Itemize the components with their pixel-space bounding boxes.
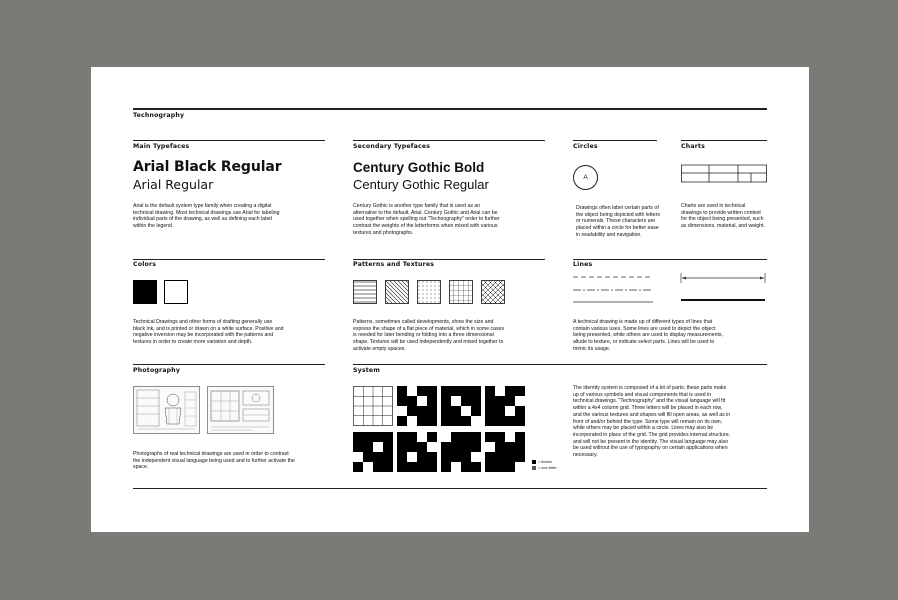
photography-heading: Photography — [133, 367, 181, 374]
page-title: Technography — [133, 112, 185, 119]
pattern-swatches — [353, 280, 513, 304]
lines-heading: Lines — [573, 261, 593, 268]
colors-text: Technical Drawings and other forms of drafting generally use black ink, and is printed or drawn on a white surface. Positive and negative inversion may be incorporated with the patterns and textures in order to create more variation and depth. — [133, 319, 284, 346]
bottom-rule — [133, 488, 767, 489]
system-legend-new-letter: = new letter — [532, 466, 557, 470]
main-typefaces-heading: Main Typefaces — [133, 143, 190, 150]
main-typefaces-text: Arial is the default system type family when creating a digital technical drawing. Most technical drawings use Arial for labeling individual parts of the drawing, as well as defining each label within the legend. — [133, 203, 280, 230]
patterns-heading: Patterns and Textures — [353, 261, 435, 268]
pattern-grid — [450, 281, 473, 304]
arial-black-sample: Arial Black Regular — [133, 159, 282, 175]
black-swatch — [133, 280, 157, 304]
rule-patterns — [353, 259, 545, 260]
charts-text: Charts are used in technical drawings to provide written context for the object being presented, such as dimensions, material, and weight. — [681, 203, 765, 230]
patterns-text: Patterns, sometimes called developments, show the size and express the shape of a flat piece of material, which in some cases is needed for later bending or folding into a three dimensional shape. Textures will be used independently and mixed together to activate empty spaces. — [353, 319, 505, 352]
photography-text: Photographs of real technical drawings are used in order to contrast the independent visual language being used and to further activate the space. — [133, 451, 295, 471]
arial-regular-sample: Arial Regular — [133, 177, 214, 192]
rule-colors — [133, 259, 325, 260]
rule-system — [353, 364, 767, 365]
technical-drawing-photo-2 — [208, 387, 274, 434]
system-text: The identity system is composed of a kit of parts; these parts make up of various symbols and visual components that is used in technical drawings. "Technography" and the visual language will fit within a 4x4 column grid. Three letters will be placed in each row, and the various textures and shapes will fill open areas, as well as in front of and/or behind the type. Some type will remain on its own, while others may be placed within a circle. Lines may also be incorporated in place of the grid. The grid provides internal structure, and will not be present in the identity. The visual language may also be used without the use of typography on certain applications when necessary. — [573, 385, 731, 459]
system-grid-5 — [353, 432, 393, 472]
rule-circles — [573, 140, 657, 141]
pattern-diagonal-lines — [386, 281, 409, 304]
line-types-sample — [573, 271, 767, 307]
pattern-horizontal-lines — [354, 281, 377, 304]
lines-text: A technical drawing is made up of different types of lines that contain various uses. Some lines are used to depict the object being presented, while others are used to display measurements, allude to texture, or indicate select parts. Lines will be used to mimic its usage. — [573, 319, 723, 352]
system-grid-7 — [441, 432, 481, 472]
technical-drawing-photo-1 — [134, 387, 200, 434]
century-gothic-regular-sample: Century Gothic Regular — [353, 177, 489, 192]
charts-heading: Charts — [681, 143, 706, 150]
secondary-typefaces-text: Century Gothic is another type family that is used as an alternative to the default, Arial. Century Gothic and Arial can be used together when spelling out "Technography" order to further contrast the weights of the letterforms when mixed with various textures and photographs. — [353, 203, 500, 236]
rule-main-typefaces — [133, 140, 325, 141]
circle-label-sample: A — [573, 165, 598, 190]
rule-charts — [681, 140, 767, 141]
title-rule — [133, 108, 767, 110]
rule-lines — [573, 259, 767, 260]
circles-text: Drawings often label certain parts of the object being depicted with letters or numerals. These characters are placed within a circle for better ease in readability and navigation. — [576, 205, 660, 238]
system-heading: System — [353, 367, 380, 374]
rule-secondary-typefaces — [353, 140, 545, 141]
white-swatch — [164, 280, 188, 304]
colors-heading: Colors — [133, 261, 157, 268]
system-grid-2 — [397, 386, 437, 426]
pattern-dots — [418, 281, 441, 304]
rule-photography — [133, 364, 325, 365]
system-grid-8 — [485, 432, 525, 472]
poster-sheet — [91, 67, 809, 532]
system-grid-4 — [485, 386, 525, 426]
system-grid-empty — [354, 387, 393, 426]
chart-table-sample — [681, 164, 767, 186]
system-grid-samples — [353, 386, 529, 474]
secondary-typefaces-heading: Secondary Typefaces — [353, 143, 431, 150]
pattern-crosshatch — [482, 281, 505, 304]
system-grid-6 — [397, 432, 437, 472]
system-legend-texture: = texture — [532, 460, 552, 464]
technical-drawing-photos — [133, 386, 275, 434]
circles-heading: Circles — [573, 143, 598, 150]
century-gothic-bold-sample: Century Gothic Bold — [353, 160, 485, 175]
system-grid-3 — [441, 386, 481, 426]
